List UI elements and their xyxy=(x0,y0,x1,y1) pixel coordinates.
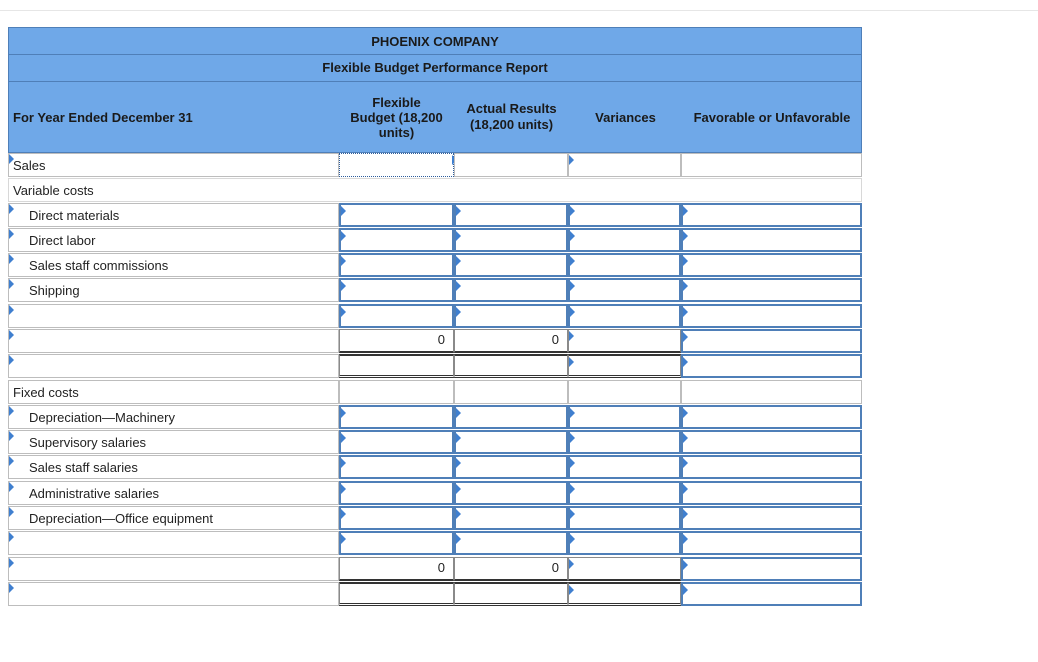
dropdown-marker-icon xyxy=(570,509,575,519)
dropdown-marker-icon xyxy=(456,281,461,291)
direct-materials-fav-input[interactable] xyxy=(681,203,862,227)
report-title: Flexible Budget Performance Report xyxy=(8,55,862,82)
income-flexible xyxy=(339,582,454,606)
dropdown-marker-icon xyxy=(570,256,575,266)
dep-office-label: Depreciation—Office equipment xyxy=(8,506,339,530)
dropdown-marker-icon xyxy=(341,307,346,317)
sales-actual-input[interactable] xyxy=(454,153,568,177)
commissions-flexible-input[interactable] xyxy=(339,253,454,277)
dropdown-marker-icon xyxy=(341,458,346,468)
dropdown-marker-icon xyxy=(683,206,688,216)
blank-fixed-flexible-input[interactable] xyxy=(339,531,454,555)
dep-machinery-flexible-input[interactable] xyxy=(339,405,454,429)
sales-fav-input[interactable] xyxy=(681,153,862,177)
direct-labor-variance-input[interactable] xyxy=(568,228,681,252)
direct-labor-fav-input[interactable] xyxy=(681,228,862,252)
total-variable-variance-input[interactable] xyxy=(568,329,681,353)
actual-results-header-line1: Actual Results xyxy=(466,101,557,116)
dropdown-marker-icon xyxy=(341,231,346,241)
dropdown-marker-icon xyxy=(683,534,688,544)
blank-variable-actual-input[interactable] xyxy=(454,304,568,328)
dropdown-marker-icon xyxy=(341,408,346,418)
dep-office-variance-input[interactable] xyxy=(568,506,681,530)
dep-office-flexible-input[interactable] xyxy=(339,506,454,530)
flexible-budget-header xyxy=(340,82,453,152)
sales-flexible-input[interactable] xyxy=(339,153,454,177)
sales-variance-input[interactable] xyxy=(568,153,681,177)
table-row-admin-salaries xyxy=(8,481,862,505)
dropdown-marker-icon xyxy=(341,281,346,291)
dropdown-marker-icon xyxy=(569,559,574,569)
dropdown-marker-icon xyxy=(341,206,346,216)
table-row-income xyxy=(8,582,862,606)
total-variable-label-input[interactable] xyxy=(8,329,339,353)
table-row-total-fixed xyxy=(8,557,862,581)
total-variable-actual: 0 xyxy=(454,329,568,353)
dropdown-marker-icon xyxy=(456,256,461,266)
dropdown-marker-icon xyxy=(683,307,688,317)
sales-salaries-variance-input[interactable] xyxy=(568,455,681,479)
row-marker-icon xyxy=(9,532,14,542)
row-marker-icon xyxy=(9,482,14,492)
total-variable-flexible: 0 xyxy=(339,329,454,353)
contribution-flexible xyxy=(339,354,454,378)
dropdown-marker-icon xyxy=(456,509,461,519)
dropdown-marker-icon xyxy=(683,560,688,570)
dropdown-marker-icon xyxy=(456,206,461,216)
dropdown-marker-icon xyxy=(341,256,346,266)
admin-salaries-variance-input[interactable] xyxy=(568,481,681,505)
table-row-supervisory-salaries xyxy=(8,430,862,454)
flexible-budget-header-line3: units) xyxy=(378,124,415,140)
supervisory-salaries-label: Supervisory salaries xyxy=(8,430,339,454)
contribution-fav-input[interactable] xyxy=(681,354,862,378)
actual-results-header xyxy=(455,82,568,152)
fixed-header-cell-3 xyxy=(568,380,681,404)
commissions-variance-input[interactable] xyxy=(568,253,681,277)
admin-salaries-actual-input[interactable] xyxy=(454,481,568,505)
contribution-actual xyxy=(454,354,568,378)
dropdown-marker-icon xyxy=(570,206,575,216)
table-row-direct-materials xyxy=(8,203,862,227)
shipping-flexible-input[interactable] xyxy=(339,278,454,302)
dropdown-marker-icon xyxy=(570,433,575,443)
admin-salaries-flexible-input[interactable] xyxy=(339,481,454,505)
dropdown-marker-icon xyxy=(456,408,461,418)
dropdown-marker-icon xyxy=(570,534,575,544)
row-marker-icon xyxy=(9,431,14,441)
row-marker-icon xyxy=(9,305,14,315)
direct-labor-label: Direct labor xyxy=(8,228,339,252)
table-row-dep-machinery xyxy=(8,405,862,429)
blank-variable-fav-input[interactable] xyxy=(681,304,862,328)
table-row-fixed-costs xyxy=(8,380,862,404)
row-marker-icon xyxy=(9,558,14,568)
supervisory-flexible-input[interactable] xyxy=(339,430,454,454)
column-header-row xyxy=(8,82,862,153)
fixed-header-cell-1 xyxy=(339,380,454,404)
dropdown-marker-icon xyxy=(683,433,688,443)
dropdown-marker-icon xyxy=(683,458,688,468)
supervisory-variance-input[interactable] xyxy=(568,430,681,454)
admin-salaries-fav-input[interactable] xyxy=(681,481,862,505)
dropdown-marker-icon xyxy=(456,231,461,241)
dropdown-marker-icon xyxy=(341,484,346,494)
fixed-costs-label: Fixed costs xyxy=(8,380,339,404)
favorable-unfavorable-header: Favorable or Unfavorable xyxy=(693,109,851,125)
dropdown-marker-icon xyxy=(341,433,346,443)
row-marker-icon xyxy=(9,456,14,466)
commissions-fav-input[interactable] xyxy=(681,253,862,277)
direct-labor-flexible-input[interactable] xyxy=(339,228,454,252)
table-row-blank-fixed xyxy=(8,531,862,555)
supervisory-fav-input[interactable] xyxy=(681,430,862,454)
report-header xyxy=(8,27,862,153)
variances-header: Variances xyxy=(595,109,656,125)
variable-costs-label: Variable costs xyxy=(8,178,862,202)
sales-salaries-flexible-input[interactable] xyxy=(339,455,454,479)
income-variance-input[interactable] xyxy=(568,582,681,606)
blank-label-input[interactable] xyxy=(8,304,339,328)
dropdown-marker-icon xyxy=(569,331,574,341)
company-name: PHOENIX COMPANY xyxy=(8,27,862,55)
blank-fixed-variance-input[interactable] xyxy=(568,531,681,555)
income-fav-input[interactable] xyxy=(681,582,862,606)
dropdown-marker-icon xyxy=(683,509,688,519)
row-marker-icon xyxy=(9,254,14,264)
actual-results-header-line2: (18,200 units) xyxy=(469,117,554,132)
dropdown-marker-icon xyxy=(570,231,575,241)
dep-office-fav-input[interactable] xyxy=(681,506,862,530)
table-row-sales-staff-salaries xyxy=(8,455,862,479)
row-marker-icon xyxy=(9,330,14,340)
blank-fixed-fav-input[interactable] xyxy=(681,531,862,555)
sales-staff-salaries-label: Sales staff salaries xyxy=(8,455,339,479)
period-label: For Year Ended December 31 xyxy=(13,109,193,125)
row-marker-icon xyxy=(9,406,14,416)
blank-variable-flexible-input[interactable] xyxy=(339,304,454,328)
total-fixed-flexible: 0 xyxy=(339,557,454,581)
table-row-contribution xyxy=(8,354,862,378)
dropdown-marker-icon xyxy=(683,484,688,494)
sales-salaries-actual-input[interactable] xyxy=(454,455,568,479)
dropdown-marker-icon xyxy=(683,585,688,595)
total-fixed-label-input[interactable] xyxy=(8,557,339,581)
dropdown-marker-icon xyxy=(456,433,461,443)
dropdown-marker-icon xyxy=(683,357,688,367)
dep-office-actual-input[interactable] xyxy=(454,506,568,530)
row-marker-icon xyxy=(9,229,14,239)
income-actual xyxy=(454,582,568,606)
direct-materials-variance-input[interactable] xyxy=(568,203,681,227)
table-row-direct-labor xyxy=(8,228,862,252)
dropdown-marker-icon xyxy=(456,307,461,317)
shipping-fav-input[interactable] xyxy=(681,278,862,302)
dropdown-marker-icon xyxy=(683,281,688,291)
table-row-shipping xyxy=(8,278,862,302)
fixed-header-cell-2 xyxy=(454,380,568,404)
dropdown-marker-icon xyxy=(683,332,688,342)
flexible-budget-header-line2: Budget (18,200 xyxy=(350,109,443,125)
direct-materials-flexible-input[interactable] xyxy=(339,203,454,227)
commissions-actual-input[interactable] xyxy=(454,253,568,277)
total-fixed-actual: 0 xyxy=(454,557,568,581)
row-marker-icon xyxy=(9,583,14,593)
fixed-header-cell-4 xyxy=(681,380,862,404)
row-marker-icon xyxy=(9,279,14,289)
dep-machinery-actual-input[interactable] xyxy=(454,405,568,429)
direct-materials-label: Direct materials xyxy=(8,203,339,227)
table-row-variable-costs xyxy=(8,178,862,202)
row-marker-icon xyxy=(9,507,14,517)
dropdown-marker-icon xyxy=(570,307,575,317)
dropdown-marker-icon xyxy=(570,458,575,468)
dropdown-marker-icon xyxy=(569,585,574,595)
dropdown-marker-icon xyxy=(456,484,461,494)
dropdown-marker-icon xyxy=(570,281,575,291)
direct-materials-actual-input[interactable] xyxy=(454,203,568,227)
table-row-dep-office xyxy=(8,506,862,530)
dropdown-marker-icon xyxy=(341,534,346,544)
dep-machinery-variance-input[interactable] xyxy=(568,405,681,429)
row-marker-icon xyxy=(9,154,14,164)
table-row-sales-staff-commissions xyxy=(8,253,862,277)
contribution-label-input[interactable] xyxy=(8,354,339,378)
dropdown-marker-icon xyxy=(683,256,688,266)
contribution-variance-input[interactable] xyxy=(568,354,681,378)
total-fixed-fav-input[interactable] xyxy=(681,557,862,581)
blank-variable-variance-input[interactable] xyxy=(568,304,681,328)
sales-salaries-fav-input[interactable] xyxy=(681,455,862,479)
table-row-sales xyxy=(8,153,862,177)
dep-machinery-label: Depreciation—Machinery xyxy=(8,405,339,429)
row-marker-icon xyxy=(9,355,14,365)
dropdown-marker-icon xyxy=(456,458,461,468)
dropdown-marker-icon xyxy=(456,534,461,544)
dropdown-marker-icon xyxy=(683,408,688,418)
supervisory-actual-input[interactable] xyxy=(454,430,568,454)
blank-fixed-label-input[interactable] xyxy=(8,531,339,555)
direct-labor-actual-input[interactable] xyxy=(454,228,568,252)
top-divider xyxy=(0,10,1038,11)
total-variable-fav-input[interactable] xyxy=(681,329,862,353)
dropdown-marker-icon xyxy=(570,484,575,494)
blank-fixed-actual-input[interactable] xyxy=(454,531,568,555)
table-row-total-variable xyxy=(8,329,862,353)
dropdown-marker-icon xyxy=(570,408,575,418)
row-marker-icon xyxy=(9,204,14,214)
dropdown-marker-icon xyxy=(569,155,574,165)
shipping-label: Shipping xyxy=(8,278,339,302)
admin-salaries-label: Administrative salaries xyxy=(8,481,339,505)
dropdown-marker-icon xyxy=(341,509,346,519)
sales-label: Sales xyxy=(8,153,339,177)
income-label-input[interactable] xyxy=(8,582,339,606)
dep-machinery-fav-input[interactable] xyxy=(681,405,862,429)
dropdown-marker-icon xyxy=(683,231,688,241)
sales-staff-commissions-label: Sales staff commissions xyxy=(8,253,339,277)
shipping-actual-input[interactable] xyxy=(454,278,568,302)
total-fixed-variance-input[interactable] xyxy=(568,557,681,581)
shipping-variance-input[interactable] xyxy=(568,278,681,302)
table-row-blank-variable xyxy=(8,304,862,328)
flexible-budget-header-line1: Flexible xyxy=(372,94,421,110)
dropdown-marker-icon xyxy=(569,357,574,367)
